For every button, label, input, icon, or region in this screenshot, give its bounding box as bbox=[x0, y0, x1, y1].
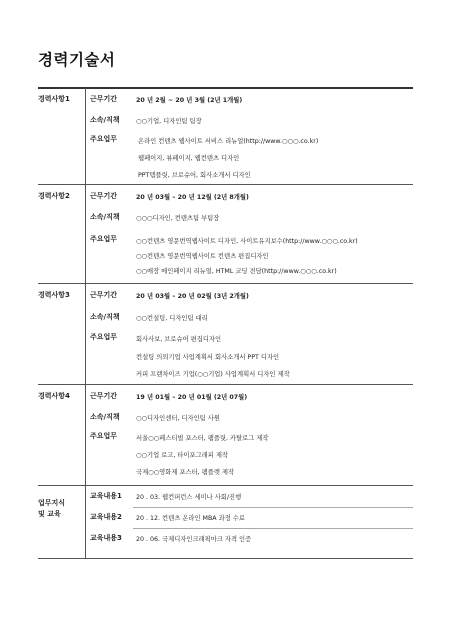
row-divider bbox=[133, 507, 413, 508]
duty-item: 국제○○영화제 포스터, 팸플렛 제작 bbox=[136, 469, 235, 476]
duty-item: ○○컨텐츠 영문번역웹사이트 디자인, 사이트유지보수(http://www.○○○.co.kr) bbox=[136, 238, 358, 245]
period-value: 19 년 01월 – 20 년 01월 (2년 07월) bbox=[136, 394, 248, 401]
duty-item: 웹페이지, 뷰페이지, 웹컨텐츠 디자인 bbox=[138, 155, 240, 162]
period-label: 근무기간 bbox=[90, 192, 118, 200]
education-heading-line1: 업무지식 bbox=[38, 499, 66, 507]
career-heading: 경력사항3 bbox=[38, 291, 70, 299]
duty-item: ○○매장 메인페이지 리뉴얼, HTML 코딩 전담(http://www.○○○.co.kr) bbox=[136, 268, 337, 275]
duties-label: 주요업무 bbox=[90, 235, 118, 243]
row-divider bbox=[133, 528, 413, 529]
position-label: 소속/직책 bbox=[90, 413, 120, 421]
period-label: 근무기간 bbox=[90, 95, 118, 103]
period-value: 20 년 03월 – 20 년 02월 (3년 2개월) bbox=[136, 293, 249, 300]
career-section-2 bbox=[38, 185, 413, 284]
duty-item: 온라인 컨텐츠 웹사이트 서비스 리뉴얼(http://www.○○○.co.kr) bbox=[138, 138, 319, 145]
position-label: 소속/직책 bbox=[90, 313, 120, 321]
career-section-4 bbox=[38, 385, 413, 486]
position-value: ○○컨설팅, 디자인팀 대리 bbox=[136, 315, 208, 322]
education-section bbox=[38, 486, 413, 559]
position-label: 소속/직책 bbox=[90, 213, 120, 221]
education-item-label: 교육내용2 bbox=[90, 513, 122, 521]
career-heading: 경력사항2 bbox=[38, 192, 70, 200]
duty-item: 서울○○페스티벌 포스터, 팸플릿, 카탈로그 제작 bbox=[136, 435, 269, 442]
column-divider bbox=[85, 284, 86, 384]
career-section-3 bbox=[38, 284, 413, 385]
duty-item: ○○기업 로고, 타이포그래피 제작 bbox=[136, 452, 228, 459]
education-item-label: 교육내용3 bbox=[90, 534, 122, 542]
period-value: 20 년 2월 ~ 20 년 3월 (2년 1개월) bbox=[136, 97, 243, 104]
period-label: 근무기간 bbox=[90, 291, 118, 299]
education-item-label: 교육내용1 bbox=[90, 492, 122, 500]
duty-item: 회사사보, 브로슈어 편집디자인 bbox=[136, 336, 222, 343]
duties-label: 주요업무 bbox=[90, 432, 118, 440]
education-item-text: 20 . 06. 국제디자인크래픽마크 자격 인증 bbox=[136, 536, 252, 543]
duties-label: 주요업무 bbox=[90, 333, 118, 341]
document-title: 경력기술서 bbox=[38, 51, 116, 69]
position-value: ○○○디자인, 컨텐츠팀 부팀장 bbox=[136, 215, 220, 222]
career-section-1 bbox=[38, 88, 413, 185]
career-heading: 경력사항1 bbox=[38, 95, 70, 103]
duty-item: 커피 프랜차이즈 기업(○○기업) 사업계획서 디자인 제작 bbox=[136, 371, 290, 378]
duty-item: PPT템플릿, 브로슈어, 회사소개서 디자인 bbox=[138, 172, 251, 179]
duties-label: 주요업무 bbox=[90, 135, 118, 143]
education-item-text: 20 . 03. 웹컨퍼런스 세미나 사회/진행 bbox=[136, 494, 242, 501]
column-divider bbox=[85, 185, 86, 283]
education-heading bbox=[38, 498, 82, 520]
career-heading: 경력사항4 bbox=[38, 392, 70, 400]
column-divider bbox=[85, 486, 86, 558]
period-value: 20 년 03월 – 20 년 12월 (2년 8개월) bbox=[136, 194, 249, 201]
position-value: ○○기업, 디자인팀 팀장 bbox=[136, 118, 202, 125]
duty-item: ○○컨텐츠 영문번역웹사이트 컨텐츠 편집디자인 bbox=[136, 253, 269, 260]
education-heading-line2: 및 교육 bbox=[38, 510, 61, 518]
column-divider bbox=[85, 88, 86, 184]
period-label: 근무기간 bbox=[90, 392, 118, 400]
position-label: 소속/직책 bbox=[90, 116, 120, 124]
education-item-text: 20 . 12. 컨텐츠 온라인 MBA 과정 수료 bbox=[136, 515, 245, 522]
column-divider bbox=[85, 385, 86, 485]
position-value: ○○디자인센터, 디자인팀 사원 bbox=[136, 415, 220, 422]
duty-item: 컨설팅 의뢰기업 사업계획서 회사소개서 PPT 디자인 bbox=[136, 354, 280, 361]
